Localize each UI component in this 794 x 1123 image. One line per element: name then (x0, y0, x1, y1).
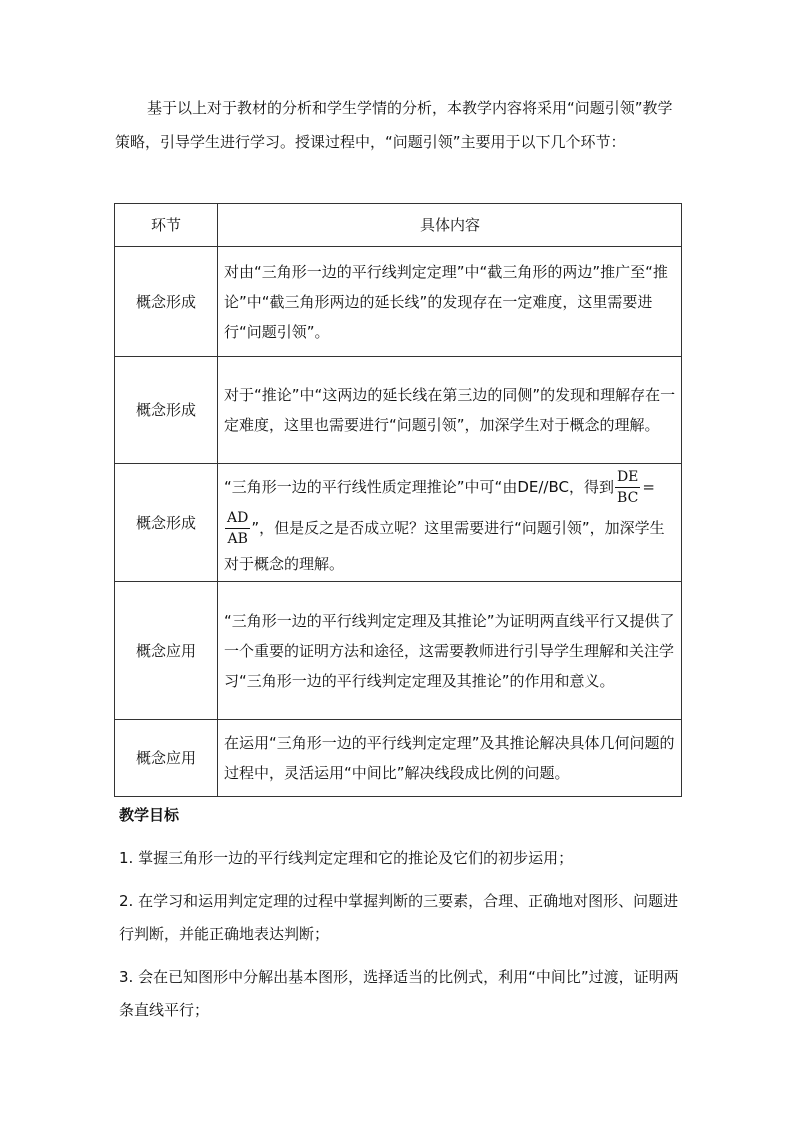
header-content: 具体内容 (218, 204, 682, 247)
content-table (114, 203, 682, 797)
row-stage: 概念形成 (115, 357, 218, 464)
row-content (218, 464, 682, 582)
row-content: 在运用“三角形一边的平行线判定定理”及其推论解决具体几何问题的过程中，灵活运用“中间比”解决线段成比例的问题。 (218, 720, 682, 797)
fraction-numerator: AD (225, 508, 250, 529)
row-content: 对于“推论”中“这两边的延长线在第三边的同侧”的发现和理解存在一定难度，这里也需要进行“问题引领”，加深学生对于概念的理解。 (218, 357, 682, 464)
table-header-row (115, 204, 682, 247)
fraction-de-bc (615, 467, 640, 508)
row-stage: 概念应用 (115, 582, 218, 720)
table-row (115, 464, 682, 582)
row-stage: 概念形成 (115, 464, 218, 582)
objective-item: 2. 在学习和运用判定定理的过程中掌握判断的三要素，合理、正确地对图形、问题进行判断，并能正确地表达判断； (119, 892, 679, 943)
row-content-pre: “三角形一边的平行线性质定理推论”中可“由DE//BC，得到 (224, 477, 614, 496)
row-content: 对由“三角形一边的平行线判定定理”中“截三角形的两边”推广至“推论”中“截三角形两边的延长线”的发现存在一定难度，这里需要进行“问题引领”。 (218, 247, 682, 357)
row-stage: 概念形成 (115, 247, 218, 357)
objective-item: 1. 掌握三角形一边的平行线判定定理和它的推论及它们的初步运用； (119, 849, 574, 867)
intro-paragraph: 基于以上对于教材的分析和学生学情的分析，本教学内容将采用“问题引领”教学策略，引导学生进行学习。授课过程中，“问题引领”主要用于以下几个环节： (115, 99, 673, 151)
header-stage: 环节 (115, 204, 218, 247)
fraction-numerator: DE (615, 467, 640, 488)
table-row (115, 582, 682, 720)
fraction-denominator: AB (227, 530, 248, 547)
row-content-post: ”，但是反之是否成立呢？这里需要进行“问题引领”，加深学生对于概念的理解。 (224, 518, 665, 573)
equals-sign: = (642, 478, 655, 496)
fraction-denominator: BC (617, 489, 639, 506)
objectives-heading: 教学目标 (119, 806, 180, 824)
row-content: “三角形一边的平行线判定定理及其推论”为证明两直线平行又提供了一个重要的证明方法和途径，这需要教师进行引导学生理解和关注学习“三角形一边的平行线判定定理及其推论”的作用和意义。 (218, 582, 682, 720)
fraction-ad-ab (225, 508, 250, 549)
table-row (115, 247, 682, 357)
table-row (115, 720, 682, 797)
objective-item: 3. 会在已知图形中分解出基本图形，选择适当的比例式，利用“中间比”过渡，证明两条直线平行； (119, 968, 679, 1019)
row-stage: 概念应用 (115, 720, 218, 797)
table-row (115, 357, 682, 464)
